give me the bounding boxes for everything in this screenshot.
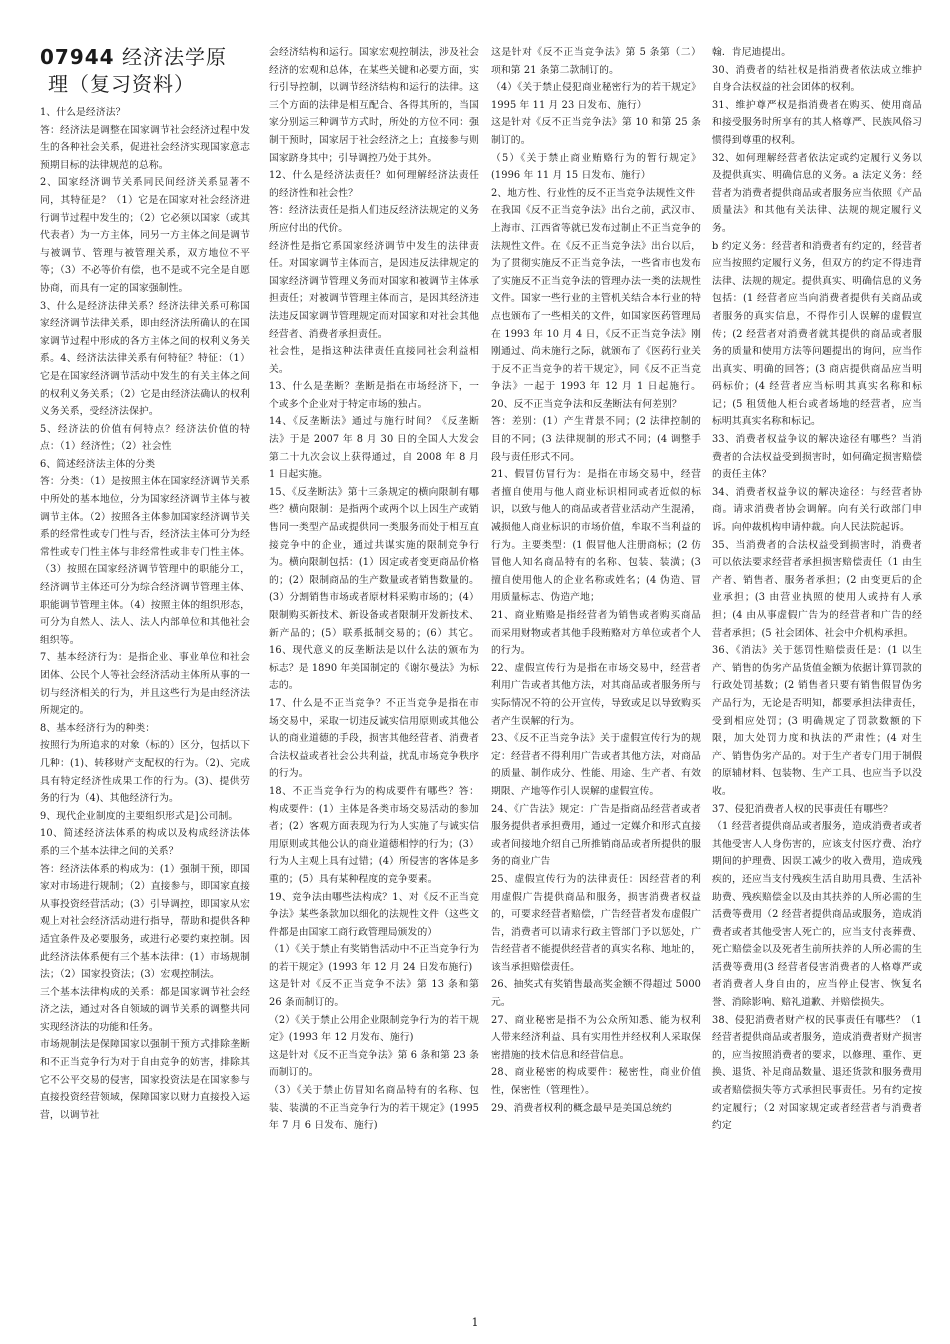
document-title bbox=[40, 44, 250, 98]
paragraph: 答：差别：(1）产生背景不同；(2 法律控制的目的不同；(3 法律规制的形式不同；(4 调整手段与责任形式不同。 bbox=[491, 416, 701, 463]
paragraph: 7、基本经济行为：是指企业、事业单位和社会团体、公民个人等社会经济活动主体所从事的一切与经济相关的行为，并且这些行为是由经济法所规定的。 bbox=[40, 652, 250, 717]
paragraph: 社会性，是指这种法律责任直接同社会利益相关。 bbox=[269, 346, 479, 375]
paragraph: 14、《反垄断法》通过与施行时间？《反垄断法》于是 2007 年 8 月 30 日的全国人大发会第二十九次会议上获得通过，自 2008 年 8 月 1 日起实施。 bbox=[269, 416, 479, 481]
paragraph: 15、《反垄断法》第十三条规定的横向限制有哪些？横向限制：是指两个或两个以上因生产或销售同一类型产品或提供同一类服务而处于相互直接竞争中的企业，通过共谋实施的限制竞争行为。横向限制包括：(1）因定或者变更商品价格的；(2）限制商品的生产数量或者销售数量的。(3）分割销售市场或者原材料采购市场的；(4）限制购买新技术、新设备或者限制开发新技术、新产品的；(5）联系抵制交易的；(6）其它。16、现代意义的反垄断法是以什么法的颁布为标志？是 1890 年美国制定的《谢尔曼法》为标志的。 bbox=[269, 486, 479, 692]
paragraph: 这是针对《反不正当竞争法》第 10 和第 25 条制订的。 bbox=[491, 117, 701, 146]
paragraph: 37、侵犯消费者人权的民事责任有哪些？ bbox=[712, 803, 893, 815]
paragraph: 6、简述经济法主体的分类 bbox=[40, 458, 156, 470]
title-line-1: 经济法学原 bbox=[121, 45, 227, 69]
paragraph: 9、现代企业制度的主要组织形式是]公司制。 bbox=[40, 810, 239, 822]
paragraph: 三个基本法律构成的关系：都是国家调节社会经济之法，通过对各自领域的调节关系的调整共同实现经济法的功能和任务。 bbox=[40, 986, 250, 1033]
paragraph: （4）《关于禁止侵犯商业秘密行为的若干规定》1995 年 11 月 23 日发布、施行） bbox=[491, 82, 701, 111]
paragraph: 24、《广告法》规定：广告是指商品经营者或者服务提供者承担费用，通过一定媒介和形式直接或者间接地介绍自己所推销商品或者所提供的服务的商业广告 bbox=[491, 803, 701, 868]
paragraph: 1、什么是经济法？ bbox=[40, 107, 126, 118]
paragraph: 32、如何理解经营者依法定或约定履行义务以及提供真实、明确信息的义务。a 法定义务：经营者为消费者提供商品或者服务应当依照《产品质量法》和其他有关法律、法规的规定履行义务。 bbox=[712, 152, 922, 234]
column-4-paragraphs bbox=[712, 44, 922, 1135]
paragraph: 29、消费者权利的概念最早是美国总统约 bbox=[491, 1102, 672, 1114]
paragraph: （3）《关于禁止仿冒知名商品特有的名称、包装、装潢的不正当竞争行为的若干规定》(1995 年 7 月 6 日发布、施行) bbox=[269, 1085, 479, 1132]
document-page bbox=[40, 44, 920, 1312]
paragraph: 经济性是指它系国家经济调节中发生的法律责任。对国家调节主体而言，是因违反法律规定的国家经济调节管理义务而对国家和被调节主体承担责任；对被调节管理主体而言，是因其经济违法违反国家调节管理规定而对国家和对社会其他经营者、消费者承担责任。 bbox=[269, 240, 479, 340]
paragraph: 2、国家经济调节关系同民间经济关系显著不同，其特征是？（1）它是在国家对社会经济进行调节过程中发生的；（2）它必须以国家（或其代表者）为一方主体，同另一方主体之间是调节与被调节、管理与被管理关系，双方地位不平等；（3）不必等价有偿，也不是或不完全是自愿协商，而具有一定的国家强制性。 bbox=[40, 177, 250, 294]
paragraph: 26、抽奖式有奖销售最高奖金额不得超过 5000 元。 bbox=[491, 979, 701, 1009]
page-number: 1 bbox=[471, 1316, 479, 1329]
column-1-paragraphs bbox=[40, 104, 250, 1124]
column-2 bbox=[269, 44, 479, 1312]
paragraph: 5、经济法的价值有何特点？经济法价值的特点：（1）经济性；（2）社会性 bbox=[40, 423, 250, 453]
paragraph: 17、什么是不正当竞争？不正当竞争是指在市场交易中，采取一切违反诚实信用原则或其他公认的商业道德的手段，损害其他经营者、消费者合法权益或者社会公共利益，扰乱市场竞争秩序的行为。 bbox=[269, 697, 479, 780]
paragraph: 31、维护尊严权是指消费者在购买、使用商品和接受服务时所享有的其人格尊严、民族风俗习惯得到尊重的权利。 bbox=[712, 99, 922, 146]
paragraph: 13、什么是垄断？垄断是指在市场经济下，一个或多个企业对于特定市场的独占。 bbox=[269, 381, 479, 410]
paragraph: 18、不正当竞争行为的构成要件有哪些？答：构成要件：(1）主体是各类市场交易活动的参加者；(2）客观方面表现为行为人实施了与诚实信用原则或其他公认的商业道德相悖的行为；(3）行为人主观上具有过错；(4）所侵害的客体是多重的；(5）具有某种程度的竞争要素。 bbox=[269, 785, 479, 885]
paragraph: 这是针对《反不正当竞争法》第 5 条第（二）项和第 21 条第二款制订的。 bbox=[491, 47, 701, 76]
paragraph: 12、什么是经济法责任？如何理解经济法责任的经济性和社会性？ bbox=[269, 170, 479, 199]
paragraph: 答：经济法是调整在国家调节社会经济过程中发生的各种社会关系，促进社会经济实现国家意志预期目标的法律规范的总称。 bbox=[40, 124, 250, 171]
paragraph: 在我国《反不正当竞争法》出台之前，武汉市、上海市、江西省等就已发布过制止不正当竞争的法规性文件。在《反不正当竞争法》出台以后，为了贯彻实施反不正当竞争法，一些省市也发布了实施反不正当竞争法的管理办法一类的法规性文件。国家一些行业的主管机关结合本行业的特点也颁布了一些相关的文件，如国家医药管理局在 1993 年 10 月 4 日，《反不正当竞争法》刚刚通过、尚未施行之际，就颁布了《医药行业关于反不正当竞争的若干规定》，同《反不正当竞争法》一起于 1993 年 12 月 1 日起施行。20、反不正当竞争法和反垄断法有何差别？ bbox=[491, 205, 701, 410]
paragraph: 27、商业秘密是指不为公众所知悉、能为权利人带来经济利益、具有实用性并经权利人采取保密措施的技术信息和经营信息。 bbox=[491, 1014, 701, 1061]
paragraph: 8、基本经济行为的种类： bbox=[40, 722, 156, 734]
paragraph: （1）《关于禁止有奖销售活动中不正当竞争行为的若干规定》(1993 年 12 月 24 日发布施行) bbox=[269, 944, 479, 973]
paragraph: 答：经济法责任是指人们违反经济法规定的义务所应付出的代价。 bbox=[269, 205, 479, 234]
paragraph: b 约定义务：经营者和消费者有约定的，经营者应当按照约定履行义务，但双方的约定不得违背法律、法规的规定。提供真实、明确信息的义务包括：(1 经营者应当向消费者提供有关商品或者服务的真实信息，不得作引人误解的虚假宣传；(2 经营者对消费者就其提供的商品或者服务的质量和使用方法等问题提出的询问，应当作出真实、明确的回答；(3 商店提供商品应当明码标价；(4 经营者应当标明其真实名称和标记；(5 租赁他人柜台或者场地的经营者，应当标明其真实名称和标记。 bbox=[712, 240, 922, 428]
paragraph: （1 经营者提供商品或者服务，造成消费者或者其他受害人人身伤害的，应该支付医疗费、治疗期间的护理费、因误工减少的收入费用，造成残疾的，还应当支付残疾生活自助用具费、生活补助费、残疾赔偿金以及由其扶养的人所必需的生活费等费用（2 经营者提供商品或服务，造成消费者或者其他受害人死亡的，应当支付丧葬费、死亡赔偿金以及死者生前所扶养的人所必需的生活费等费用(3 经营者侵害消费者的人格尊严或者消费者人身自由的，应当停止侵害、恢复名誉、消除影响、赔礼道歉、并赔偿损失。 bbox=[712, 821, 922, 1009]
paragraph: 30、消费者的结社权是指消费者依法成立维护自身合法权益的社会团体的权利。 bbox=[712, 64, 922, 94]
course-code: 07944 bbox=[40, 45, 115, 69]
paragraph: 28、商业秘密的构成要件：秘密性，商业价值性，保密性（管理性）。 bbox=[491, 1067, 701, 1097]
paragraph: 35、当消费者的合法权益受到损害时，消费者可以依法要求经营者承担损害赔偿责任（1 由生产者、销售者、服务者承担；(2 由变更后的企业承担；(3 由营业执照的使用人或持有人承担；(4 由从事虚假广告为的经营者和广告的经营者承担；(5 社会团体、社会中介机构承担。 bbox=[712, 539, 922, 639]
paragraph: 市场规制法是保障国家以强制干预方式排除垄断和不正当竞争行为对于自由竞争的妨害，排除其它不公平交易的侵害，国家投资法是在国家参与直接投资经营领域，保障国家以财力直接投入运营，以调节社 bbox=[40, 1039, 250, 1121]
paragraph: 答：分类：（1）是按照主体在国家经济调节关系中所处的基本地位，分为国家经济调节主体与被调节主体。（2）按照各主体参加国家经济调节关系的经常性或专门性与否，经济法主体可分为经常性或专门性主体与非经常性或非专门性主体。（3）按照在国家经济调节管理中的职能分工，经济调节主体还可分为综合经济调节管理主体、职能调节管理主体。（4）按照主体的组织形态，可分为自然人、法人、法人内部单位和其他社会组织等。 bbox=[40, 476, 250, 646]
paragraph: 会经济结构和运行。国家宏观控制法，涉及社会经济的宏观和总体，在某些关键和必要方面，实行引导控制，以调节经济结构和运行的法律。这三个方面的法律是相互配合、各得其所的，当国家分别运三种调节方式时，所处的方位不同：强制干预时，国家居于社会经济之上；直接参与则国家跻身其中；引导调控乃处于其外。 bbox=[269, 47, 479, 164]
paragraph: 36、《消法》关于惩罚性赔偿责任是：(1 以生产、销售的伪劣产品货值金额为依据计算罚款的行政处罚基数；(2 销售者只要有销售假冒伪劣产品行为，无论是否明知，都要承担法律责任，受到相应处罚；(3 明确规定了罚款数额的下限，加大处罚力度和执法的严肃性；(4 对生产、销售伪劣产品的。对于生产者专门用于制假的原辅材料、包装物、生产工具、也应当予以没收。 bbox=[712, 645, 922, 797]
paragraph: 按照行为所追求的对象（标的）区分，包括以下几种：(1)、转移财产支配权的行为。（2)、完成具有特定经济性成果工作的行为。(3)、提供劳务的行为（4)、其他经济行为。 bbox=[40, 740, 250, 805]
paragraph: 这是针对《反不正当竞争法》第 6 条和第 23 条而制订的。 bbox=[269, 1049, 479, 1079]
paragraph: 34、消费者权益争议的解决途径：与经营者协商。请求消费者协会调解。向有关行政部门申诉。向仲裁机构申请仲裁。向人民法院起诉。 bbox=[712, 486, 922, 534]
paragraph: 2、地方性、行业性的反不正当竞争法规性文件 bbox=[491, 187, 696, 199]
paragraph: （5）《关于禁止商业贿赂行为的暂行规定》(1996 年 11 月 15 日发布、施行） bbox=[491, 152, 701, 182]
paragraph: 21、假冒仿冒行为：是指在市场交易中，经营者擅自使用与他人商业标识相同或者近似的标识，以致与他人的商品或者营业活动产生混淆，减损他人商业标识的市场价值，牟取不当利益的行为。主要类型：(1 假冒他人注册商标；(2 仿冒他人知名商品特有的名称、包装、装潢；(3 擅自使用他人的企业名称或姓名；(4 伪造、冒用质量标志、伪造产地； bbox=[491, 469, 701, 604]
paragraph: 答：经济法体系的构成为：(1）强制干预，即国家对市场进行规制；（2）直接参与，即国家直接从事投资经营活动；(3）引导调控，即国家从宏观上对社会经济活动进行指导，帮助和提供各种适宜条件及必要服务，或进行必要约束控制。因此经济法体系便有三个基本法律：(1）市场规制法；（2）国家投资法；(3）宏观控制法。 bbox=[40, 863, 250, 981]
column-4 bbox=[712, 44, 922, 1312]
paragraph: 25、虚假宣传行为的法律责任：因经营者的利用虚假广告提供商品和服务，损害消费者权益的，可要求经营者赔偿，广告经营者发布虚假广告，消费者可以请求行政主管部门予以惩处，广告经营者不能提供经营者的真实名称、地址的，该当承担赔偿责任。 bbox=[491, 873, 701, 973]
paragraph: 21、商业贿赂是指经营者为销售或者购买商品而采用财物或者其他手段贿赂对方单位或者个人的行为。 bbox=[491, 610, 701, 657]
column-3 bbox=[491, 44, 701, 1312]
paragraph: 33、消费者权益争议的解决途径有哪些？当消费者的合法权益受到损害时，如何确定损害赔偿的责任主体？ bbox=[712, 434, 922, 481]
paragraph: 22、虚假宣传行为是指在市场交易中，经营者利用广告或者其他方法，对其商品或者服务所与实际情况不符的公开宣传，导致或足以导致购买者产生误解的行为。 bbox=[491, 662, 701, 727]
paragraph: 这是针对《反不正当竞争不法》第 13 条和第 26 条而制订的。 bbox=[269, 979, 479, 1009]
column-1 bbox=[40, 44, 250, 1312]
paragraph: （2）《关于禁止公用企业限制竞争行为的若干规定》(1993 年 12 月发布、施行) bbox=[269, 1014, 479, 1044]
paragraph: 38、侵犯消费者财产权的民事责任有哪些？（1 经营者提供商品或者服务，造成消费者财产损害的，应当按照消费者的要求，以修理、重作、更换、退货、补足商品数量、退还货款和服务费用或者赔偿损失等方式承担民事责任。另有约定按约定履行；（2 对国家规定或者经营者与消费者约定 bbox=[712, 1014, 922, 1132]
paragraph: 3、什么是经济法律关系？经济法律关系可称国家经济调节法律关系，即由经济法所确认的在国家调节过程中形成的各方主体之间的权利义务关系。4、经济法法律关系有何特征？特征：（1）它是在国家经济调节活动中发生的有关主体之间的权利义务关系；（2）它是由经济法确认的权利义务关系，受经济法保护。 bbox=[40, 300, 250, 418]
column-2-paragraphs bbox=[269, 44, 479, 1135]
paragraph: 10、简述经济法体系的构成以及构成经济法体系的三个基本法律之间的关系？ bbox=[40, 828, 250, 857]
title-line-2: 理（复习资料） bbox=[48, 72, 195, 96]
paragraph: 23、《反不正当竞争法》关于虚假宣传行为的规定：经营者不得利用广告或者其他方法，对商品的质量、制作成分、性能、用途、生产者、有效期限、产地等作引人误解的虚假宣传。 bbox=[491, 733, 701, 797]
paragraph: 19、竞争法由哪些法构成？1、对《反不正当竞争法》某些条款加以细化的法规性文件（这些文件都是由国家工商行政管理局颁发的） bbox=[269, 891, 479, 938]
paragraph: 翰．肯尼迪提出。 bbox=[712, 47, 792, 58]
column-3-paragraphs bbox=[491, 44, 701, 1117]
